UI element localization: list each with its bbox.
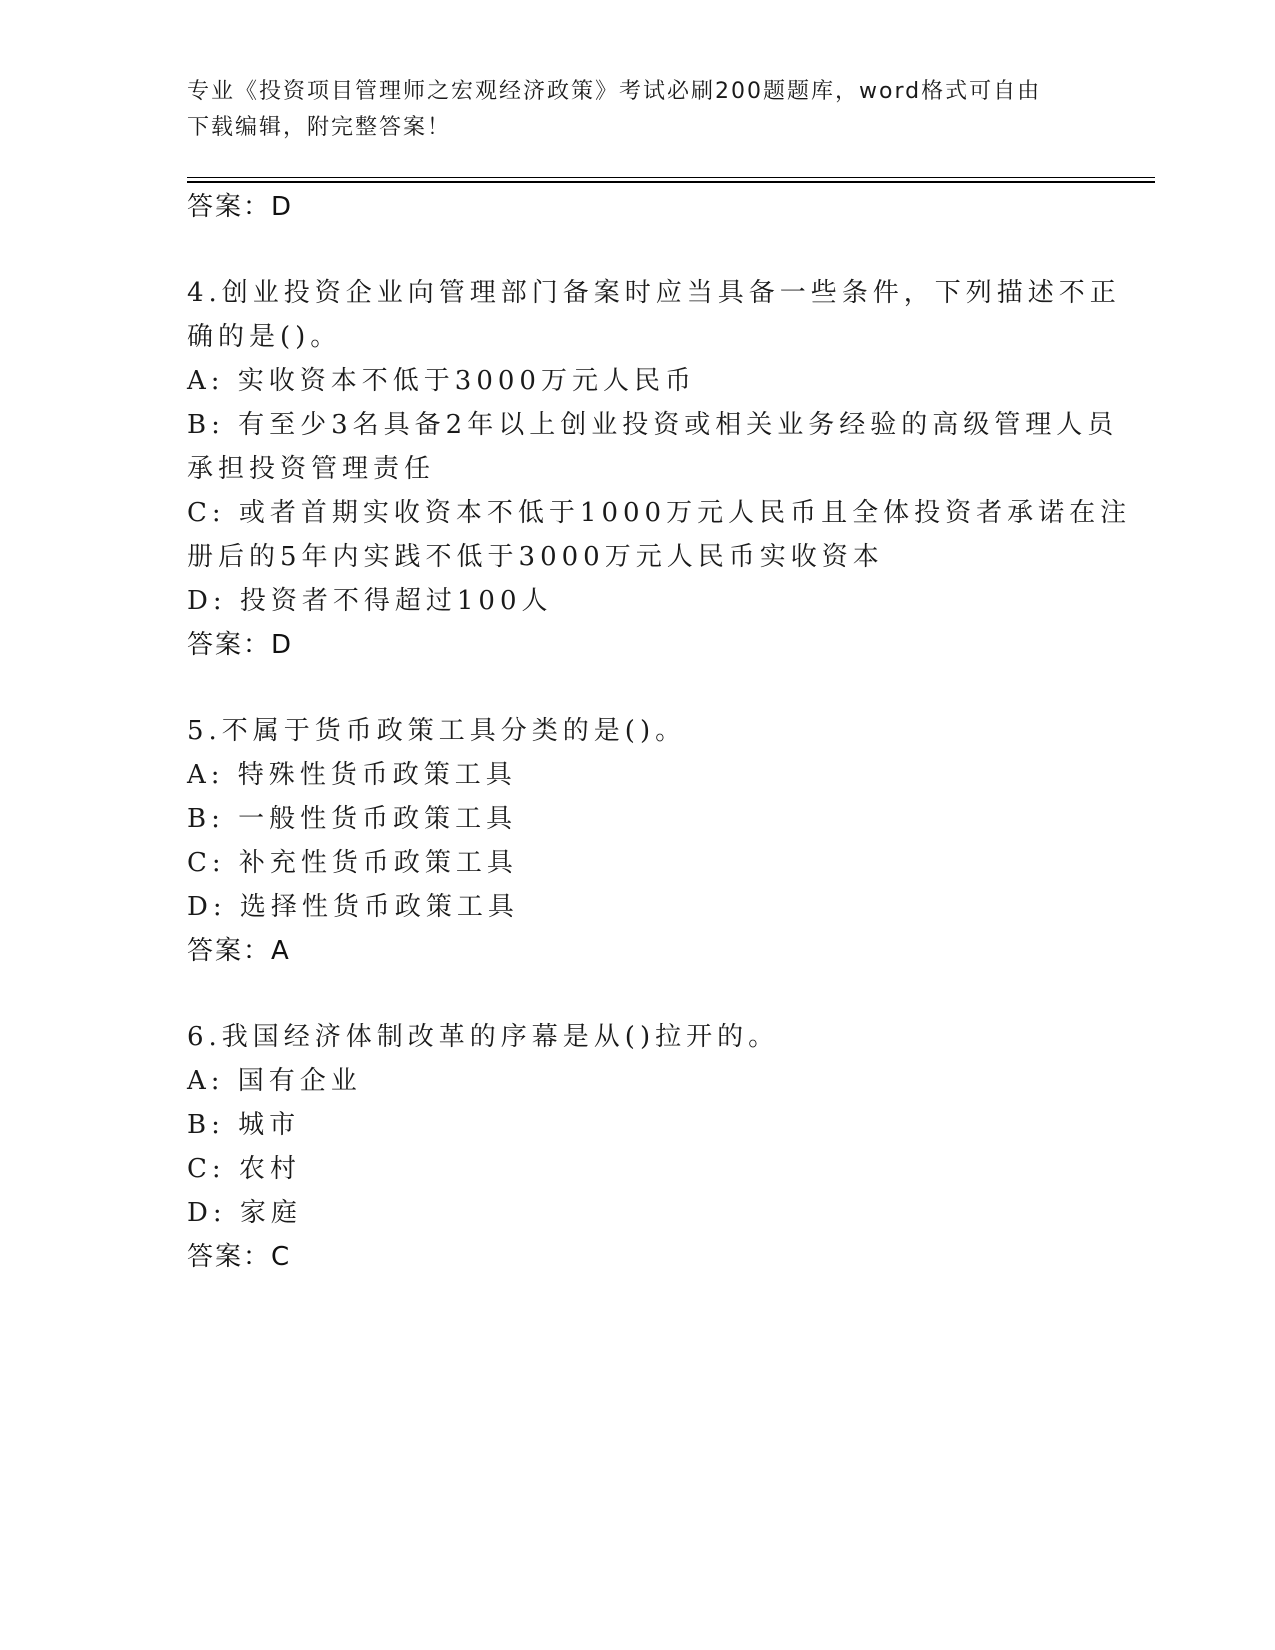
question-4-option-d: D: 投资者不得超过100人: [187, 586, 553, 616]
question-6-answer: 答案：C: [187, 1242, 292, 1272]
previous-answer: 答案：D: [187, 192, 294, 222]
header-line-2: 下载编辑，附完整答案！: [187, 115, 452, 140]
question-4-option-b-line-2: 承担投资管理责任: [187, 454, 436, 484]
question-5-stem: 5.不属于货币政策工具分类的是()。: [187, 716, 687, 746]
header-line-1: 专业《投资项目管理师之宏观经济政策》考试必刷200题题库，word格式可自由: [187, 79, 1042, 104]
question-4-stem-line-1: 4.创业投资企业向管理部门备案时应当具备一些条件，下列描述不正: [187, 278, 1121, 308]
question-4-option-a: A: 实收资本不低于3000万元人民币: [187, 366, 696, 396]
document-header: [187, 74, 1077, 146]
question-6-option-c: C: 农村: [187, 1154, 301, 1184]
question-4-stem-line-2: 确的是()。: [187, 322, 342, 352]
question-6-option-b: B: 城市: [187, 1110, 301, 1140]
question-4-option-c-line-2: 册后的5年内实践不低于3000万元人民币实收资本: [187, 542, 884, 572]
question-5-answer: 答案：A: [187, 936, 291, 966]
question-4-option-b-line-1: B: 有至少3名具备2年以上创业投资或相关业务经验的高级管理人员: [187, 410, 1119, 440]
question-5-option-a: A: 特殊性货币政策工具: [187, 760, 517, 790]
question-5-option-b: B: 一般性货币政策工具: [187, 804, 518, 834]
question-6-option-d: D: 家庭: [187, 1198, 302, 1228]
header-divider-thick: [187, 181, 1155, 183]
question-6-stem: 6.我国经济体制改革的序幕是从()拉开的。: [187, 1022, 780, 1052]
question-5-option-d: D: 选择性货币政策工具: [187, 892, 519, 922]
header-divider-thin: [187, 177, 1155, 178]
question-5-option-c: C: 补充性货币政策工具: [187, 848, 518, 878]
question-6-option-a: A: 国有企业: [187, 1066, 362, 1096]
question-4-answer: 答案：D: [187, 630, 294, 660]
question-4-option-c-line-1: C: 或者首期实收资本不低于1000万元人民币且全体投资者承诺在注: [187, 498, 1132, 528]
